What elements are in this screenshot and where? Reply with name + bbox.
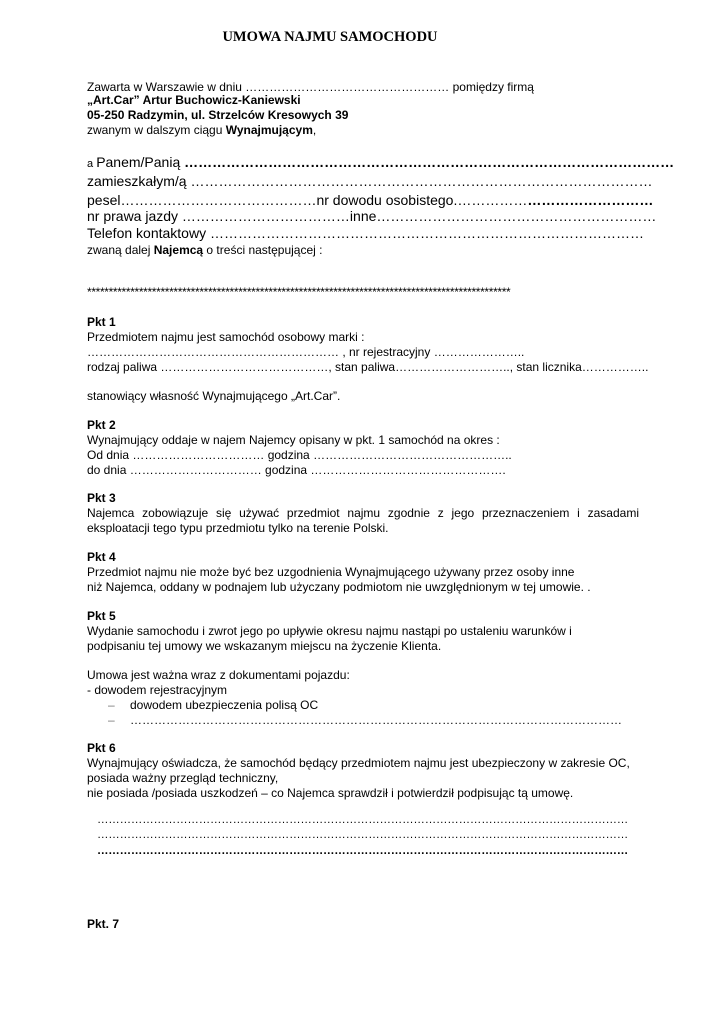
- tenant-name-line: a Panem/Panią ……………………………………………………………………………………………: [87, 154, 675, 170]
- signature-line: ……………………………………………………………………………………………………………………………: [97, 829, 629, 841]
- document-title: UMOWA NAJMU SAMOCHODU: [222, 29, 438, 45]
- separator-line: **************************************************************************************************: [87, 285, 511, 299]
- tenant-designation: zwaną dalej Najemcą o treści następującej :: [87, 243, 323, 257]
- section-heading-6: Pkt 6: [87, 741, 116, 755]
- section-heading-1: Pkt 1: [87, 315, 116, 329]
- signature-line: ……………………………………………………………………………………………………………………………: [97, 814, 629, 826]
- company-address: 05-250 Radzymin, ul. Strzelców Kresowych 39: [87, 108, 349, 122]
- pkt6-line: Wynajmujący oświadcza, że samochód będący przedmiotem najmu jest ubezpieczony w zakresie OC,: [87, 756, 630, 770]
- pkt3-line: eksploatacji tego typu przedmiotu tylko na terenie Polski.: [87, 521, 389, 535]
- tenant-id-line: pesel……………………………………nr dowodu osobistego.……………………………………: [87, 192, 654, 208]
- pkt2-line: Od dnia …………………………… godzina …………………………………………..: [87, 448, 512, 462]
- section-heading-5: Pkt 5: [87, 609, 116, 623]
- pkt1-line: stanowiący własność Wynajmującego „Art.Car”.: [87, 389, 341, 403]
- company-name: „Art.Car” Artur Buchowicz-Kaniewski: [87, 93, 301, 107]
- pkt5-line: - dowodem rejestracyjnym: [87, 683, 228, 697]
- pkt4-line: Przedmiot najmu nie może być bez uzgodnienia Wynajmującego używany przez osoby inne: [87, 565, 575, 579]
- landlord-designation: zwanym w dalszym ciągu Wynajmującym,: [87, 123, 317, 137]
- dash-bullet: –: [108, 698, 115, 712]
- pkt1-line: Przedmiotem najmu jest samochód osobowy marki :: [87, 330, 365, 344]
- pkt2-line: Wynajmujący oddaje w najem Najemcy opisany w pkt. 1 samochód na okres :: [87, 433, 500, 447]
- tenant-address-line: zamieszkałym/ą ………………………………………………………………………………………: [87, 173, 653, 189]
- dash-bullet: –: [108, 713, 115, 727]
- section-heading-4: Pkt 4: [87, 550, 116, 564]
- section-heading-7: Pkt. 7: [87, 917, 120, 931]
- tenant-role: Najemcą: [153, 243, 204, 257]
- signature-line: ……………………………………………………………………………………………………………………………: [97, 845, 629, 857]
- pkt3-line: Najemca zobowiązuje się używać przedmiot najmu zgodnie z jego przeznaczeniem i zasadami: [87, 506, 639, 520]
- tenant-license-line: nr prawa jazdy ………………………………inne……………………………………………………: [87, 208, 657, 224]
- landlord-role: Wynajmującym: [225, 123, 313, 137]
- section-heading-3: Pkt 3: [87, 491, 116, 505]
- pkt1-line: rodzaj paliwa ……………………………………, stan paliwa……………………….., stan licznika……………..: [87, 360, 649, 374]
- pkt2-line: do dnia …………………………… godzina ………………………………………….: [87, 463, 506, 477]
- list-item: – ……………………………………………………………………………………………………………: [108, 713, 622, 727]
- tenant-name-field: ……………………………………………………………………………………………: [184, 154, 675, 170]
- intro-line: Zawarta w Warszawie w dniu …………………………………………… pomiędzy firmą: [87, 80, 534, 94]
- pkt1-line: ……………………………………………………… , nr rejestracyjny …………………..: [87, 345, 525, 359]
- tenant-phone-line: Telefon kontaktowy …………………………………………………………………………………: [87, 225, 644, 241]
- pkt5-line: Umowa jest ważna wraz z dokumentami pojazdu:: [87, 668, 350, 682]
- pkt6-line: nie posiada /posiada uszkodzeń – co Najemca sprawdził i potwierdził podpisując tą umowę.: [87, 786, 574, 800]
- list-item: – dowodem ubezpieczenia polisą OC: [108, 698, 319, 712]
- pkt5-line: Wydanie samochodu i zwrot jego po upływie okresu najmu nastąpi po ustaleniu warunków i: [87, 624, 572, 638]
- pkt6-line: posiada ważny przegląd techniczny,: [87, 771, 279, 785]
- section-heading-2: Pkt 2: [87, 418, 116, 432]
- pkt4-line: niż Najemca, oddany w podnajem lub użyczany podmiotom nie uwzględnionym w tej umowie. .: [87, 580, 591, 594]
- pkt5-line: podpisaniu tej umowy we wskazanym miejscu na życzenie Klienta.: [87, 639, 442, 653]
